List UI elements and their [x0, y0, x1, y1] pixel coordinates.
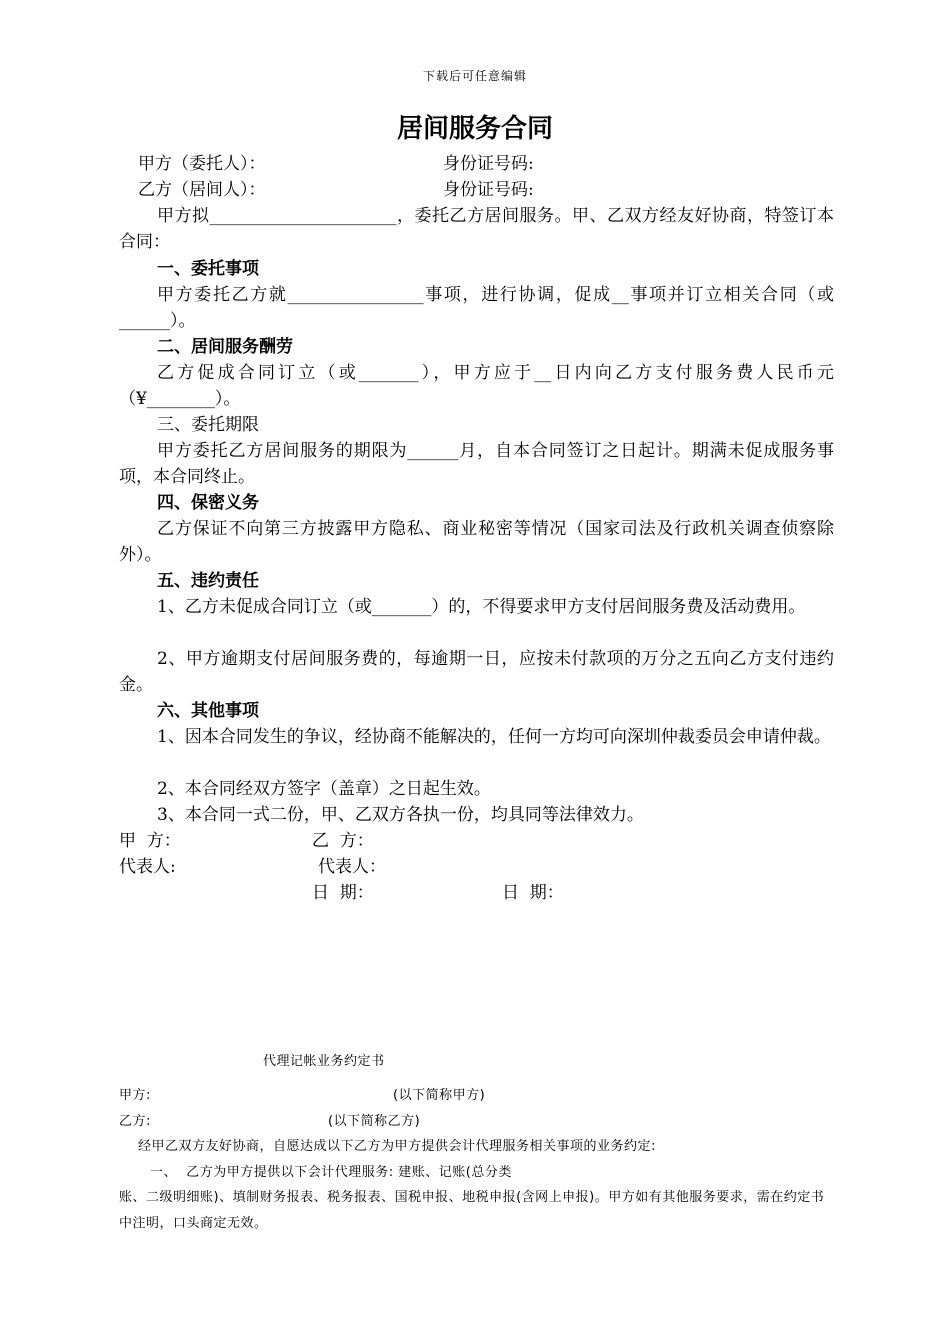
section-6-item-3: 3、本合同一式二份，甲、乙双方各执一份，均具同等法律效力。	[157, 805, 644, 825]
s2-blank-2: __	[534, 363, 552, 383]
agreement-party-a: 甲方:	[119, 1088, 151, 1103]
section-2-paragraph	[119, 360, 834, 412]
signature-date-a: 日 期：	[312, 883, 374, 903]
intro-suffix: ，委托乙方居间服务。甲、乙双方经友好协商，特签订本合同：	[119, 206, 834, 252]
intro-blank: ______________________	[209, 206, 397, 226]
s2-blank-3: ________	[146, 389, 215, 409]
s2-text-2: ），甲方应于	[418, 363, 535, 383]
section-5-item-1	[119, 594, 834, 620]
signature-date-b: 日 期：	[502, 883, 564, 903]
s1-text-1: 甲方委托乙方就	[157, 285, 288, 305]
agreement-party-b-note: (以下简称乙方)	[328, 1114, 421, 1129]
s3-text-2: 月，自本合同签订之日起计。期满未促成服务事项，本合同终止。	[119, 441, 835, 487]
s1-text-2: 事项，进行协调，促成	[423, 285, 612, 305]
s2-text-3: 日内向乙方支付服务费人民币元（¥	[119, 363, 835, 409]
s1-text-4: ）。	[170, 311, 196, 331]
section-4-paragraph: 乙方保证不向第三方披露甲方隐私、商业秘密等情况（国家司法及行政机关调查侦察除外）。	[119, 519, 834, 565]
section-5-item-2: 2、甲方逾期支付居间服务费的，每逾期一日，应按未付款项的万分之五向乙方支付违约金。	[119, 649, 834, 695]
s3-text-1: 甲方委托乙方居间服务的期限为	[157, 441, 408, 461]
agreement-item-1-body: 账、二级明细账)、填制财务报表、税务报表、国税申报、地税申报(含网上申报)。甲方如有其他服务要求，需在约定书中注明，口头商定无效。	[119, 1190, 825, 1231]
section-3-heading: 三、委托期限	[157, 415, 259, 435]
s1-blank-2: __	[611, 285, 629, 305]
party-a-id-label: 身份证号码:	[443, 154, 534, 174]
section-1-paragraph	[119, 282, 834, 334]
party-b-id-label: 身份证号码:	[443, 180, 534, 200]
signature-party-a: 甲 方：	[119, 831, 181, 851]
agreement-item-1-head: 一、 乙方为甲方提供以下会计代理服务: 建账、记账(总分类	[150, 1165, 512, 1180]
intro-prefix: 甲方拟	[157, 206, 210, 226]
s2-blank-1: _______	[358, 363, 419, 383]
s5-item-1-text-1: 1、乙方未促成合同订立（或	[157, 597, 372, 617]
agreement-party-a-note: (以下简称甲方)	[393, 1088, 486, 1103]
section-6-item-2: 2、本合同经双方签字（盖章）之日起生效。	[157, 779, 491, 799]
signature-rep-b: 代表人：	[318, 857, 386, 877]
section-2-heading: 二、居间服务酬劳	[157, 337, 293, 357]
section-4-heading: 四、保密义务	[157, 493, 259, 513]
s1-text-3: 事项并订立相关合同（或	[628, 285, 835, 305]
s2-text-1: 乙方促成合同订立（或	[157, 363, 359, 383]
agreement-title: 代理记帐业务约定书	[263, 1054, 385, 1069]
party-b-label: 乙方（居间人）：	[138, 180, 266, 200]
header-note: 下载后可任意编辑	[422, 69, 527, 83]
party-a-label: 甲方（委托人）：	[138, 154, 266, 174]
agreement-intro: 经甲乙双方友好协商，自愿达成以下乙方为甲方提供会计代理服务相关事项的业务约定:	[138, 1139, 656, 1154]
signature-rep-a: 代表人:	[119, 857, 176, 877]
s2-text-4: ）。	[214, 389, 241, 409]
section-5-heading: 五、违约责任	[157, 571, 259, 591]
s3-blank-1: ______	[407, 441, 459, 461]
s5-item-1-blank: _______	[371, 597, 432, 617]
s1-blank-1: ________________	[287, 285, 424, 305]
section-1-heading: 一、委托事项	[157, 259, 259, 279]
contract-title: 居间服务合同	[396, 114, 553, 144]
signature-party-b: 乙 方：	[312, 831, 374, 851]
section-6-heading: 六、其他事项	[157, 701, 259, 721]
s1-blank-3: ______	[119, 311, 170, 331]
s5-item-1-text-2: ）的，不得要求甲方支付居间服务费及活动费用。	[431, 597, 806, 617]
section-6-item-1: 1、因本合同发生的争议，经协商不能解决的，任何一方均可向深圳仲裁委员会申请仲裁。	[157, 727, 831, 747]
section-3-paragraph	[119, 438, 834, 490]
intro-paragraph	[119, 203, 834, 255]
agreement-party-b: 乙方:	[119, 1114, 151, 1129]
